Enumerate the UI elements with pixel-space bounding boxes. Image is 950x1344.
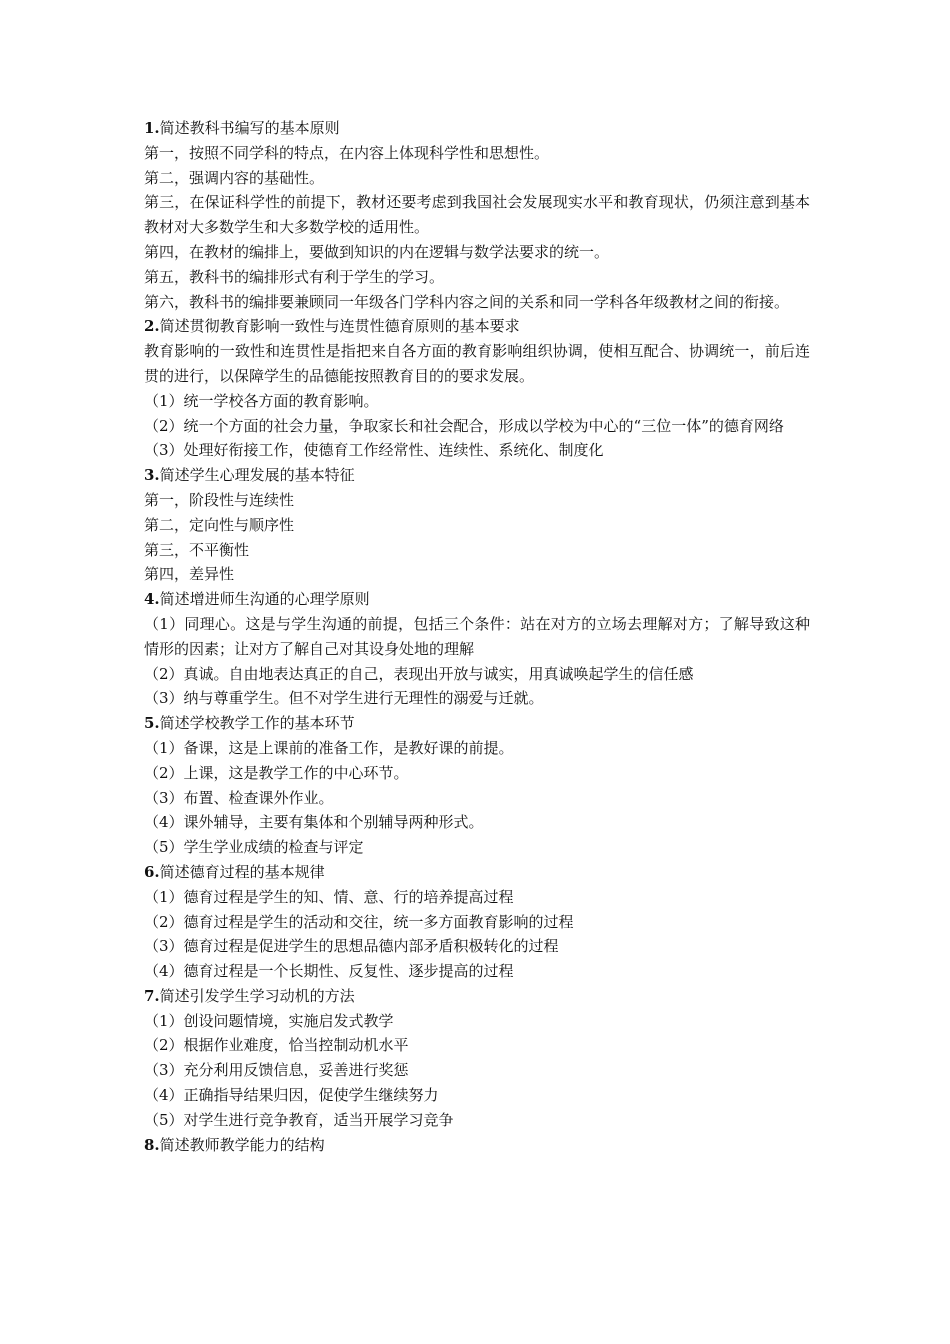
section-number: 2. [144,317,160,336]
section-heading [144,711,810,736]
paragraph: 第二，强调内容的基础性。 [144,168,325,187]
section-title: 简述贯彻教育影响一致性与连贯性德育原则的基本要求 [159,317,520,336]
list-item: 第一，阶段性与连续性 [144,490,295,509]
section-title: 简述增进师生沟通的心理学原则 [159,590,370,609]
section-5 [144,711,810,860]
list-item: 第三，不平衡性 [144,540,250,559]
list-item: 第四，差异性 [144,565,235,584]
list-item: （2）统一个方面的社会力量，争取家长和社会配合，形成以学校为中心的“三位一体”的德育网络 [144,416,784,435]
section-heading [144,860,810,885]
section-number: 7. [144,986,160,1005]
section-title: 简述学生心理发展的基本特征 [159,466,355,485]
section-3 [144,463,810,587]
list-item: （3）充分利用反馈信息，妥善进行奖惩 [144,1061,409,1080]
section-title: 简述教师教学能力的结构 [159,1135,325,1154]
paragraph: 第六，教科书的编排要兼顾同一年级各门学科内容之间的关系和同一学科各年级教材之间的衔接。 [144,292,790,311]
list-item: （3）处理好衔接工作，使德育工作经常性、连续性、系统化、制度化 [144,441,604,460]
list-item: （1）同理心。这是与学生沟通的前提，包括三个条件：站在对方的立场去理解对方；了解导致这种情形的因素；让对方了解自己对其设身处地的理解 [144,614,810,658]
list-item: （3）德育过程是促进学生的思想品德内部矛盾积极转化的过程 [144,937,559,956]
list-item: （2）德育过程是学生的活动和交往，统一多方面教育影响的过程 [144,912,574,931]
list-item: （4）德育过程是一个长期性、反复性、逐步提高的过程 [144,962,514,981]
section-6 [144,860,810,984]
section-4 [144,587,810,711]
list-item: （1）备课，这是上课前的准备工作，是教好课的前提。 [144,738,514,757]
section-number: 6. [144,862,160,881]
list-item: （5）学生学业成绩的检查与评定 [144,838,364,857]
section-heading [144,314,810,339]
list-item: （2）真诚。自由地表达真正的自己，表现出开放与诚实，用真诚唤起学生的信任感 [144,664,694,683]
paragraph: 第一，按照不同学科的特点，在内容上体现科学性和思想性。 [144,143,550,162]
list-item: （1）创设问题情境，实施启发式教学 [144,1011,394,1030]
list-item: 第二，定向性与顺序性 [144,515,295,534]
section-7 [144,984,810,1133]
list-item: （4）正确指导结果归因，促使学生继续努力 [144,1086,439,1105]
list-item: （5）对学生进行竞争教育，适当开展学习竞争 [144,1110,454,1129]
section-heading [144,463,810,488]
section-heading [144,1133,810,1158]
section-number: 1. [144,119,160,137]
paragraph: 教育影响的一致性和连贯性是指把来自各方面的教育影响组织协调，使相互配合、协调统一，前后连贯的进行，以保障学生的品德能按照教育目的的要求发展。 [144,342,810,385]
section-title: 简述德育过程的基本规律 [159,862,325,881]
paragraph: 第四，在教材的编排上，要做到知识的内在逻辑与数学法要求的统一。 [144,242,610,261]
section-heading [144,984,810,1009]
list-item: （2）上课，这是教学工作的中心环节。 [144,763,409,782]
list-item: （2）根据作业难度，恰当控制动机水平 [144,1036,409,1055]
list-item: （3）布置、检查课外作业。 [144,788,334,807]
section-number: 5. [144,714,160,733]
section-heading [144,116,810,141]
section-title: 简述引发学生学习动机的方法 [159,986,355,1005]
section-title: 简述教科书编写的基本原则 [159,119,340,137]
section-number: 3. [144,466,160,485]
section-number: 8. [144,1135,160,1154]
section-heading [144,587,810,612]
list-item: （4）课外辅导，主要有集体和个别辅导两种形式。 [144,813,484,832]
list-item: （1）德育过程是学生的知、情、意、行的培养提高过程 [144,887,514,906]
section-2 [144,314,810,463]
paragraph: 第五，教科书的编排形式有利于学生的学习。 [144,267,445,286]
section-number: 4. [144,590,160,609]
section-title: 简述学校教学工作的基本环节 [159,714,355,733]
paragraph: 第三，在保证科学性的前提下，教材还要考虑到我国社会发展现实水平和教育现状，仍须注意到基本教材对大多数学生和大多数学校的适用性。 [144,193,810,237]
list-item: （3）纳与尊重学生。但不对学生进行无理性的溺爱与迁就。 [144,689,544,708]
list-item: （1）统一学校各方面的教育影响。 [144,391,379,410]
section-1 [144,116,810,314]
section-8 [144,1133,810,1158]
document-page [144,116,810,1157]
